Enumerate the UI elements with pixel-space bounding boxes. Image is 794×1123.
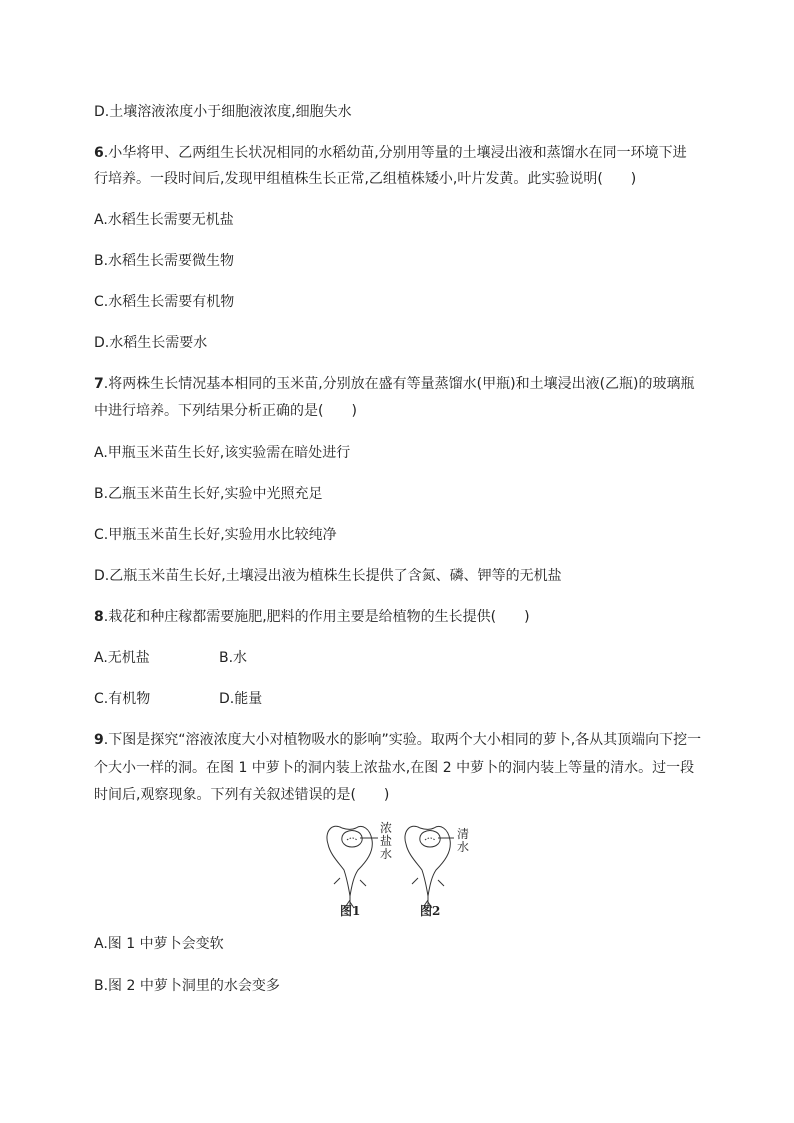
q7-stem-line1 xyxy=(94,375,695,393)
q7-option-d: D.乙瓶玉米苗生长好,土壤浸出液为植株生长提供了含氮、磷、钾等的无机盐 xyxy=(94,568,562,584)
q7-stem-text1: .将两株生长情况基本相同的玉米苗,分别放在盛有等量蒸馏水(甲瓶)和土壤浸出液(乙瓶)的玻璃瓶 xyxy=(103,376,695,392)
radish-1-icon xyxy=(327,826,378,908)
q8-option-b: B.水 xyxy=(219,650,248,666)
q9-stem-line1 xyxy=(94,731,701,749)
label-concentrated-salt-water: 浓盐水 xyxy=(379,821,392,861)
q6-number: 6 xyxy=(94,145,104,161)
q7-option-b: B.乙瓶玉米苗生长好,实验中光照充足 xyxy=(94,486,323,502)
q6-option-d: D.水稻生长需要水 xyxy=(94,335,208,351)
q9-stem-line3: 时间后,观察现象。下列有关叙述错误的是( ) xyxy=(94,787,390,803)
caption-figure-1: 图1 xyxy=(340,904,361,918)
q8-option-d: D.能量 xyxy=(219,691,263,707)
q6-option-a: A.水稻生长需要无机盐 xyxy=(94,212,234,228)
q8-stem xyxy=(94,608,530,626)
label-clear-water: 清水 xyxy=(456,827,469,854)
q6-stem-line1 xyxy=(94,144,687,162)
q9-stem-text1: .下图是探究“溶液浓度大小对植物吸水的影响”实验。取两个大小相同的萝卜,各从其顶端向下挖一 xyxy=(103,732,702,748)
q6-option-b: B.水稻生长需要微生物 xyxy=(94,253,235,269)
q8-options-row1 xyxy=(94,649,494,667)
q7-option-c: C.甲瓶玉米苗生长好,实验用水比较纯净 xyxy=(94,527,337,543)
q9-number: 9 xyxy=(94,732,104,748)
q9-option-a: A.图 1 中萝卜会变软 xyxy=(94,936,224,952)
q8-option-a: A.无机盐 xyxy=(94,650,150,666)
q6-stem-line2: 行培养。一段时间后,发现甲组植株生长正常,乙组植株矮小,叶片发黄。此实验说明( ) xyxy=(94,171,637,187)
q8-number: 8 xyxy=(94,609,104,625)
q6-stem-text1: .小华将甲、乙两组生长状况相同的水稻幼苗,分别用等量的土壤浸出液和蒸馏水在同一环境下进 xyxy=(103,145,687,161)
q7-stem-line2: 中进行培养。下列结果分析正确的是( ) xyxy=(94,403,357,419)
q9-stem-line2: 个大小一样的洞。在图 1 中萝卜的洞内装上浓盐水,在图 2 中萝卜的洞内装上等量的清水。过一段 xyxy=(94,760,695,776)
q7-number: 7 xyxy=(94,376,104,392)
q8-options-row2 xyxy=(94,690,494,708)
q5-option-d: D.土壤溶液浓度小于细胞液浓度,细胞失水 xyxy=(94,104,352,120)
q8-option-c: C.有机物 xyxy=(94,691,151,707)
radish-2-icon xyxy=(405,826,454,908)
q6-option-c: C.水稻生长需要有机物 xyxy=(94,294,235,310)
q8-stem-text: .栽花和种庄稼都需要施肥,肥料的作用主要是给植物的生长提供( ) xyxy=(103,609,530,625)
q7-option-a: A.甲瓶玉米苗生长好,该实验需在暗处进行 xyxy=(94,445,351,461)
radish-experiment-figure xyxy=(320,818,480,918)
caption-figure-2: 图2 xyxy=(420,904,441,918)
q9-option-b: B.图 2 中萝卜洞里的水会变多 xyxy=(94,978,280,994)
